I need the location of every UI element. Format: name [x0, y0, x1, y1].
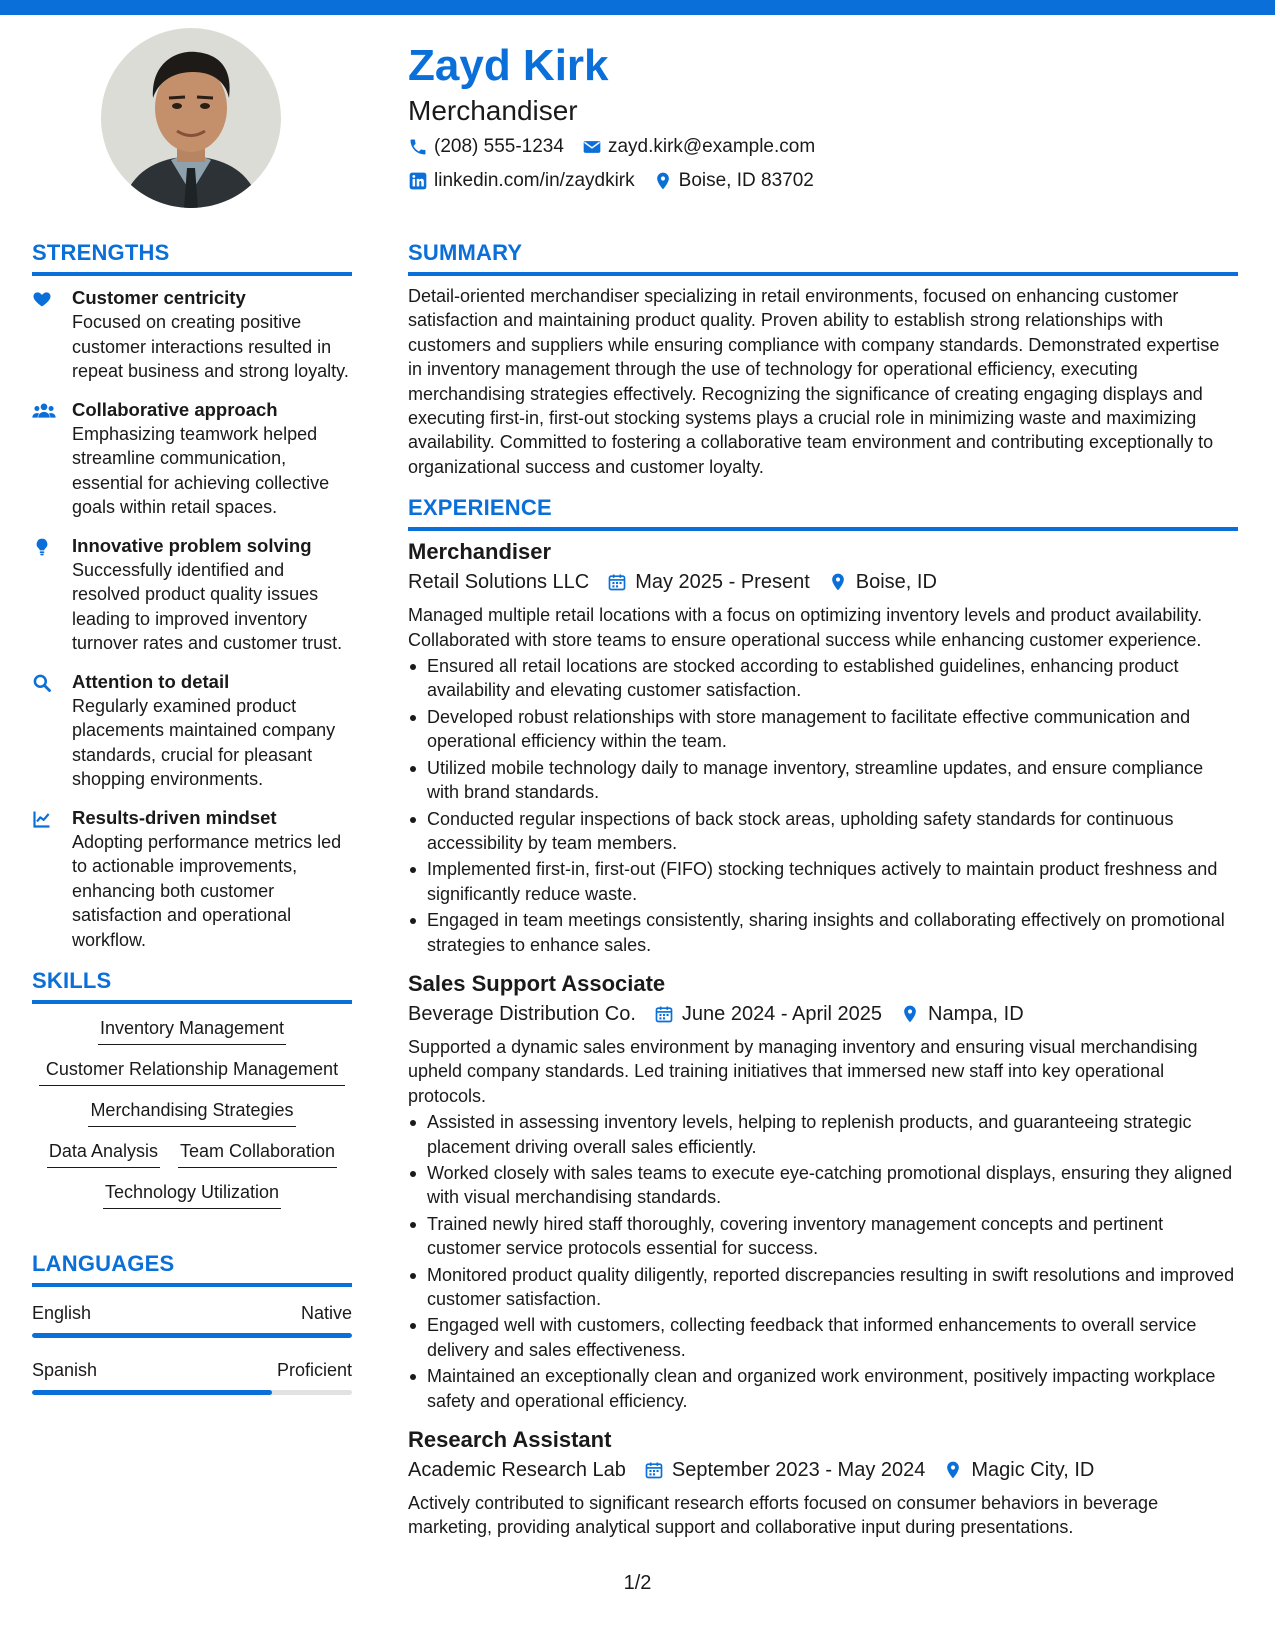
lightbulb-icon [32, 537, 52, 557]
skill-tag: Customer Relationship Management [39, 1057, 345, 1086]
skills-heading: SKILLS [32, 968, 112, 993]
job-title: Sales Support Associate [408, 970, 666, 996]
strength-desc: Regularly examined product placements maintained company standards, crucial for pleasant shopping environments. [72, 695, 336, 789]
map-pin-icon [653, 171, 673, 191]
calendar-icon [654, 1004, 674, 1024]
language-level: Proficient [276, 1360, 352, 1380]
map-pin-icon [943, 1460, 963, 1480]
job-meta [408, 1455, 1238, 1485]
job-bullet: Developed robust relationships with store management to facilitate effective communication and operational efficiency within the team. [408, 705, 1238, 754]
candidate-name: Zayd Kirk [408, 41, 609, 90]
job-bullets [408, 654, 1238, 957]
job-bullet: Implemented first-in, first-out (FIFO) stocking techniques actively to maintain product freshness and significantly reduce waste. [408, 857, 1238, 906]
experience-heading: EXPERIENCE [408, 495, 552, 521]
right-column [408, 238, 1238, 1552]
linkedin-text: linkedin.com/in/zaydkirk [434, 170, 635, 191]
job-entry [408, 969, 1238, 1413]
job-company: Beverage Distribution Co. [408, 1002, 636, 1025]
job-location: Magic City, ID [971, 1459, 1095, 1482]
language-level-bar [32, 1333, 352, 1338]
language-level: Native [300, 1303, 352, 1323]
strength-desc: Successfully identified and resolved product quality issues leading to improved inventory turnover rates and customer trust. [72, 559, 343, 653]
email-contact[interactable] [582, 136, 815, 158]
email-text: zayd.kirk@example.com [607, 136, 816, 157]
users-icon [32, 401, 56, 421]
chart-line-icon [32, 809, 52, 829]
strength-desc: Emphasizing teamwork helped streamline communication, essential for achieving collective goals within retail spaces. [72, 423, 330, 517]
job-meta [408, 567, 1238, 597]
skill-tag: Technology Utilization [103, 1180, 281, 1209]
job-bullet: Utilized mobile technology daily to manage inventory, streamline updates, and ensure compliance with brand standards. [408, 756, 1238, 805]
contact-row-1 [408, 132, 1238, 162]
strength-title: Attention to detail [72, 670, 230, 692]
strength-desc: Focused on creating positive customer interactions resulted in repeat business and strong loyalty. [72, 312, 349, 381]
phone-contact[interactable] [408, 136, 564, 158]
strengths-heading: STRENGTHS [32, 240, 170, 265]
job-bullet: Engaged well with customers, collecting feedback that informed enhancements to overall service delivery and sales effectiveness. [408, 1313, 1238, 1362]
map-pin-icon [900, 1004, 920, 1024]
job-dates: September 2023 - May 2024 [671, 1459, 926, 1482]
job-bullet: Trained newly hired staff thoroughly, covering inventory management concepts and pertinent customer service protocols essential for success. [408, 1212, 1238, 1261]
language-item [32, 1301, 352, 1338]
skill-tag: Data Analysis [47, 1139, 160, 1168]
strength-item [32, 398, 352, 520]
job-entry [408, 1425, 1238, 1540]
languages-heading: LANGUAGES [32, 1251, 175, 1276]
job-bullet: Maintained an exceptionally clean and organized work environment, positively impacting workplace safety and operational efficiency. [408, 1364, 1238, 1413]
job-location: Nampa, ID [928, 1002, 1024, 1025]
linkedin-contact[interactable] [408, 170, 635, 192]
strength-title: Customer centricity [72, 287, 246, 308]
profile-photo [101, 28, 281, 208]
phone-text: (208) 555-1234 [434, 136, 564, 157]
job-company: Retail Solutions LLC [408, 571, 590, 594]
job-entry [408, 537, 1238, 957]
job-bullet: Monitored product quality diligently, reported discrepancies resulting in swift resolutions and improved customer satisfaction. [408, 1263, 1238, 1312]
candidate-role: Merchandiser [408, 95, 578, 126]
job-bullet: Ensured all retail locations are stocked according to established guidelines, enhancing product availability and elevating customer satisfaction. [408, 654, 1238, 703]
language-name: Spanish [32, 1360, 98, 1380]
strength-item [32, 286, 352, 384]
strength-title: Collaborative approach [72, 398, 278, 420]
map-pin-icon [828, 572, 848, 592]
summary-heading: SUMMARY [408, 240, 523, 265]
skill-tag: Merchandising Strategies [88, 1098, 295, 1127]
job-company: Academic Research Lab [408, 1459, 626, 1482]
job-description: Supported a dynamic sales environment by managing inventory and ensuring visual merchandising upheld company standards. Led training initiatives that immersed new staff into key operational protocols. [408, 1036, 1198, 1106]
phone-icon [408, 137, 428, 157]
strength-item [32, 534, 352, 656]
summary-text: Detail-oriented merchandiser specializing in retail environments, focused on enhancing customer satisfaction and maintaining product quality. Proven ability to establish strong relationships with customers and suppliers while ensuring compliance with company standards. Demonstrated expertise in inventory management through the use of technology for operational efficiency, executing merchandising strategies effectively. Recognizing the significance of creating engaging displays and executing first-in, first-out stocking systems plays a crucial role in minimizing waste and maximizing availability. Committed to fostering a collaborative team environment and contributing exceptionally to organizational success and customer loyalty. [408, 286, 1220, 477]
language-level-fill [32, 1390, 272, 1395]
calendar-icon [607, 572, 627, 592]
skill-tag: Team Collaboration [178, 1139, 337, 1168]
language-level-fill [32, 1333, 352, 1338]
job-title: Merchandiser [408, 539, 552, 565]
job-bullet: Worked closely with sales teams to execute eye-catching promotional displays, ensuring they aligned with visual merchandising standards. [408, 1161, 1238, 1210]
left-column [32, 238, 352, 1415]
contact-row-2 [408, 166, 1238, 196]
language-name: English [32, 1303, 92, 1323]
calendar-icon [644, 1460, 664, 1480]
job-description: Managed multiple retail locations with a focus on optimizing inventory levels and product availability. Collaborated with store teams to ensure operational success while enhancing customer experience. [408, 605, 1203, 650]
strength-item [32, 806, 352, 953]
skill-tag: Inventory Management [98, 1016, 286, 1045]
job-bullets [408, 1110, 1238, 1413]
job-bullet: Conducted regular inspections of back stock areas, upholding safety standards for continuous accessibility by team members. [408, 807, 1238, 856]
strength-title: Results-driven mindset [72, 806, 277, 828]
strength-desc: Adopting performance metrics led to actionable improvements, enhancing both customer satisfaction and operational workflow. [72, 831, 342, 950]
section-divider [32, 272, 352, 276]
job-dates: May 2025 - Present [635, 571, 810, 594]
skills-list [32, 1014, 352, 1231]
location-contact [653, 170, 814, 192]
top-accent-bar [0, 0, 1275, 15]
job-dates: June 2024 - April 2025 [681, 1002, 883, 1025]
job-bullet: Assisted in assessing inventory levels, helping to replenish products, and guaranteeing strategic placement driving overall sales efficiently. [408, 1110, 1238, 1159]
job-title: Research Assistant [408, 1427, 612, 1453]
strength-item [32, 670, 352, 792]
job-location: Boise, ID [855, 571, 937, 594]
language-level-bar [32, 1390, 352, 1395]
linkedin-icon [408, 171, 428, 191]
page-number: 1/2 [623, 1572, 652, 1594]
resume-header [408, 40, 1238, 196]
experience-list [408, 537, 1238, 1540]
section-divider [408, 272, 1238, 276]
strength-title: Innovative problem solving [72, 534, 312, 556]
section-divider [32, 1283, 352, 1287]
envelope-icon [582, 137, 602, 157]
job-bullet: Engaged in team meetings consistently, sharing insights and collaborating effectively on promotional strategies to enhance sales. [408, 908, 1238, 957]
job-meta [408, 999, 1238, 1029]
language-item [32, 1358, 352, 1395]
section-divider [408, 527, 1238, 531]
job-description: Actively contributed to significant research efforts focused on consumer behaviors in beverage marketing, providing analytical support and collaborative input during presentations. [408, 1493, 1159, 1538]
search-icon [32, 673, 52, 693]
heart-icon [32, 289, 52, 309]
section-divider [32, 1000, 352, 1004]
location-text: Boise, ID 83702 [678, 170, 814, 191]
